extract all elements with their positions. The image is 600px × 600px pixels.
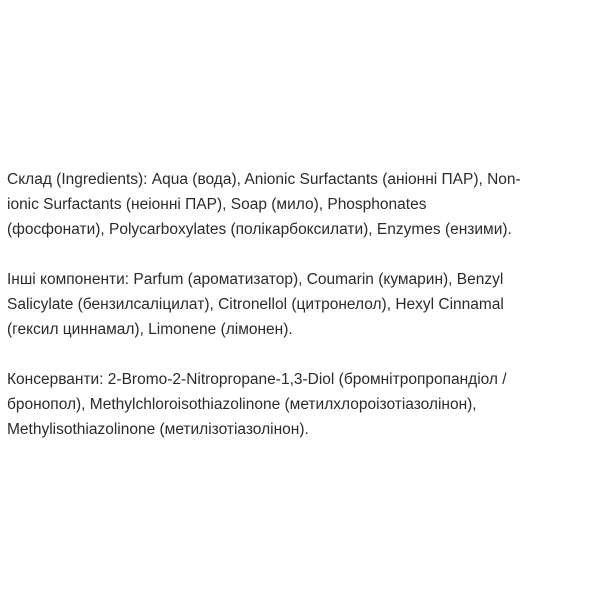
preservatives-line: Methylisothiazolinone (метилізотіазолінон).: [7, 421, 309, 438]
preservatives-paragraph: [7, 367, 593, 442]
ingredients-line: Склад (Ingredients): Aqua (вода), Anionic Surfactants (аніонні ПАР), Non-: [7, 171, 521, 188]
ingredients-line: ionic Surfactants (неіонні ПАР), Soap (мило), Phosphonates: [7, 196, 427, 213]
preservatives-line: бронопол), Methylchloroisothiazolinone (метилхлороізотіазолінон),: [7, 396, 477, 413]
paragraph-spacer: [7, 342, 593, 367]
ingredients-document: [7, 167, 593, 442]
other-components-line: (гексил циннамал), Limonene (лімонен).: [7, 321, 293, 338]
preservatives-line: Консерванти: 2-Bromo-2-Nitropropane-1,3-Diol (бромнітропропандіол /: [7, 371, 507, 388]
other-components-paragraph: [7, 267, 593, 342]
ingredients-paragraph: [7, 167, 593, 242]
paragraph-spacer: [7, 242, 593, 267]
other-components-line: Salicylate (бензилсаліцилат), Citronellol (цитронелол), Hexyl Cinnamal: [7, 296, 504, 313]
other-components-line: Інші компоненти: Parfum (ароматизатор), Coumarin (кумарин), Benzyl: [7, 271, 504, 288]
ingredients-line: (фосфонати), Polycarboxylates (полікарбоксилати), Enzymes (ензими).: [7, 221, 512, 238]
